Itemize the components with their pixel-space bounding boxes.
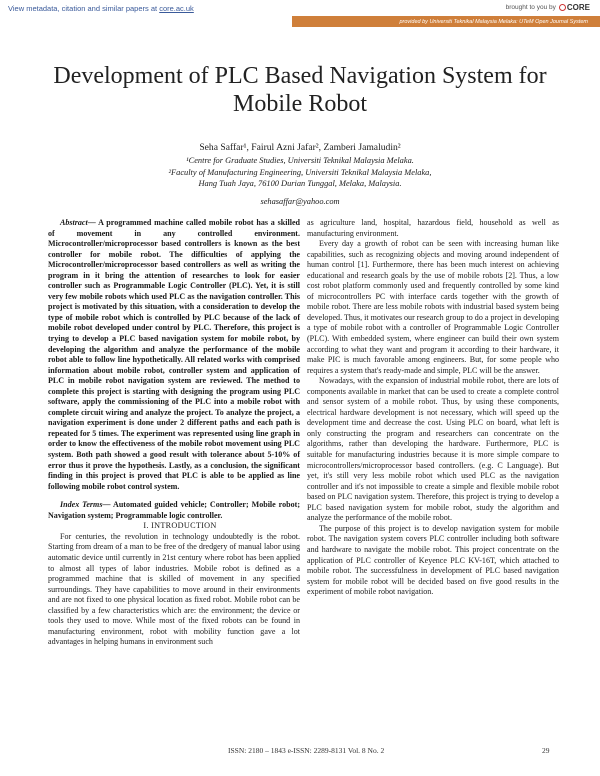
section-heading-introduction: I. INTRODUCTION	[143, 521, 217, 531]
abstract-lead: Abstract—	[60, 218, 96, 227]
core-logo-label: CORE	[566, 3, 590, 12]
right-paragraph-1: Every day a growth of robot can be seen with increasing human like capabilities, such as recognizing objects and moving around independent of human control [1]. Furthermore, there has been much interest on achieving educational and research goals by the use of mobile robots [2]. Thus, a low cost robot platform commonly used and frequently controlled by some kind of microcontrollers PC with interface cards together with the growth of mobile robot. There are less mobile robots with industrial based system being developed. Thus, it motivates our research group to do a project in developing a type of mobile robot with a controller of Programmable Logic Controller (PLC). With embedded system, where engineer can build their own system according to what they want and program it according to their hardware, it make PIC is much favorable among engineers. But, for some people who requires a system that's ready-made and simple, PLC will be the answer.	[307, 239, 559, 375]
right-column	[307, 218, 559, 598]
affiliation-1: ¹Centre for Graduate Studies, Universiti Teknikal Malaysia Melaka.	[186, 156, 414, 165]
abstract	[48, 218, 300, 492]
paper-title: Development of PLC Based Navigation System for Mobile Robot	[53, 63, 547, 117]
page-number: 29	[542, 746, 550, 755]
brought-to-you-text: brought to you by	[505, 4, 556, 11]
provider-banner[interactable]	[292, 16, 600, 27]
view-metadata-text: View metadata, citation and similar papers at	[8, 4, 158, 13]
affiliation-2-line-2: Hang Tuah Jaya, 76100 Durian Tunggal, Melaka, Malaysia.	[198, 179, 402, 188]
left-column	[48, 218, 300, 648]
core-logo-icon	[559, 4, 566, 11]
author-email: sehasaffar@yahoo.com	[260, 197, 340, 206]
journal-issn: ISSN: 2180 – 1843 e-ISSN: 2289-8131 Vol. 8 No. 2	[228, 746, 385, 755]
core-brought-by[interactable]	[506, 3, 590, 12]
core-ac-uk-link[interactable]: core.ac.uk	[159, 4, 194, 13]
abstract-body: A programmed machine called mobile robot has a skilled of movement in any controlled environment. Microcontroller/microprocessor based controllers is known as the best controller for mobile robot. The difficulties of applying the Microcontroller/microprocessor based controllers as well as writing the program in it bring the attention of researches to look for easier controller such as Programmable Logic Controller (PLC). Yet, it is still very few mobile robots which used PLC as the navigation controller. This project is motivated by this situation, with a consideration to develop the type of mobile robot which is controlled by PLC because of the lack of mobile robot developed under control by PLC. Therefore, this project is trying to develop a PLC based navigation system for mobile robot, by developing the algorithm and analyze the performance of the mobile robot able to follow line hypothetically. All related works with comprised information about mobile robot, controller system and application of PLC in mobile robot navigation system are reviewed. The method to complete this project is starting with designing the program using PLC software, apply the commissioning of the PLC into a mobile robot with complete circuit wiring and analyze the project. To analyze the project, a navigation experiment is done under 2 different paths and each path is repeated for 5 times. The experiment was represented using line graph in order to know the effectiveness of the mobile robot movement using PLC system. Both path showed a good result with tolerance about 5-10% of error thus it prove the hypothesis. Lastly, as a conclusion, the significant finding in this project is proved that PLC is able to be applied as line following mobile robot control system.	[48, 218, 300, 491]
index-terms	[48, 500, 300, 521]
right-paragraph-3: The purpose of this project is to develop navigation system for mobile robot. The navigation system covers PLC controller including both software and hardware to navigate the mobile robot. This project concentrate on the application of PLC controller of Keyence PLC KV-16T, which attached to mobile robot. The successfulness in development of PLC based navigation system for mobile robot will be decided based on five good results in the experiment of mobile robot navigation.	[307, 523, 559, 597]
index-terms-lead: Index Terms—	[60, 500, 111, 510]
right-paragraph-0: as agriculture land, hospital, hazardous field, household as well as manufacturing environment.	[307, 218, 559, 238]
affiliation-2-line-1: ²Faculty of Manufacturing Engineering, Universiti Teknikal Malaysia Melaka,	[168, 168, 432, 177]
paper-authors: Seha Saffar¹, Fairul Azni Jafar², Zamberi Jamaludin²	[199, 142, 401, 153]
intro-paragraph-1: For centuries, the revolution in technology undoubtedly is the robot. Starting from dream of a man to be free of the dredgery of manual labor using automatic device until currently in 21st century where robot has been applied to almost all types of labor industries. Mobile robot is defined as a programmed machine that is skilled of movement in any specified surroundings. They have capabilities to move around in their environments and are not fixed to one physical location as fixed robot. Mobile robot can be classified by a few characteristics which are: the environment; the device or tools they used to move. While most of the fixed robots can be found in manufacturing environment, robot with mobility function gave a lot advantages in helping humans in environment such	[48, 531, 300, 647]
core-logo[interactable]	[559, 3, 590, 12]
right-paragraph-2: Nowadays, with the expansion of industrial mobile robot, there are lots of components available in market that can be used to create a complete control and sensor system of a mobile robot. Thus, by using these components, electrical hardware development is not necessary, which will speed up the development time and decrease the cost. Using PLC on board, what left is only constructing the program and researchers can concentrate on the algorithms, rather than developing the hardware. Furthermore, PLC is suitable for manufacturing industries because it is more simple compare to microcontrollers/microprocessor based controllers. (e.g. C Language). But yet, it's still very less mobile robot which used PLC as the navigation controller and it's not impossible to create a simple and flexible mobile robot based on PLC navigation system. Therefore, this project is trying to develop a PLC based navigation system for mobile robot, study the algorithm and analyze the performance of the mobile robot.	[307, 376, 559, 523]
metadata-link-bar[interactable]	[8, 4, 194, 13]
provider-text: provided by Universiti Teknikal Malaysia Melaka: UTeM Open Journal System	[399, 18, 588, 25]
index-terms-body: Automated guided vehicle; Controller; Mobile robot; Navigation system; Programmable logic controller.	[48, 500, 300, 520]
